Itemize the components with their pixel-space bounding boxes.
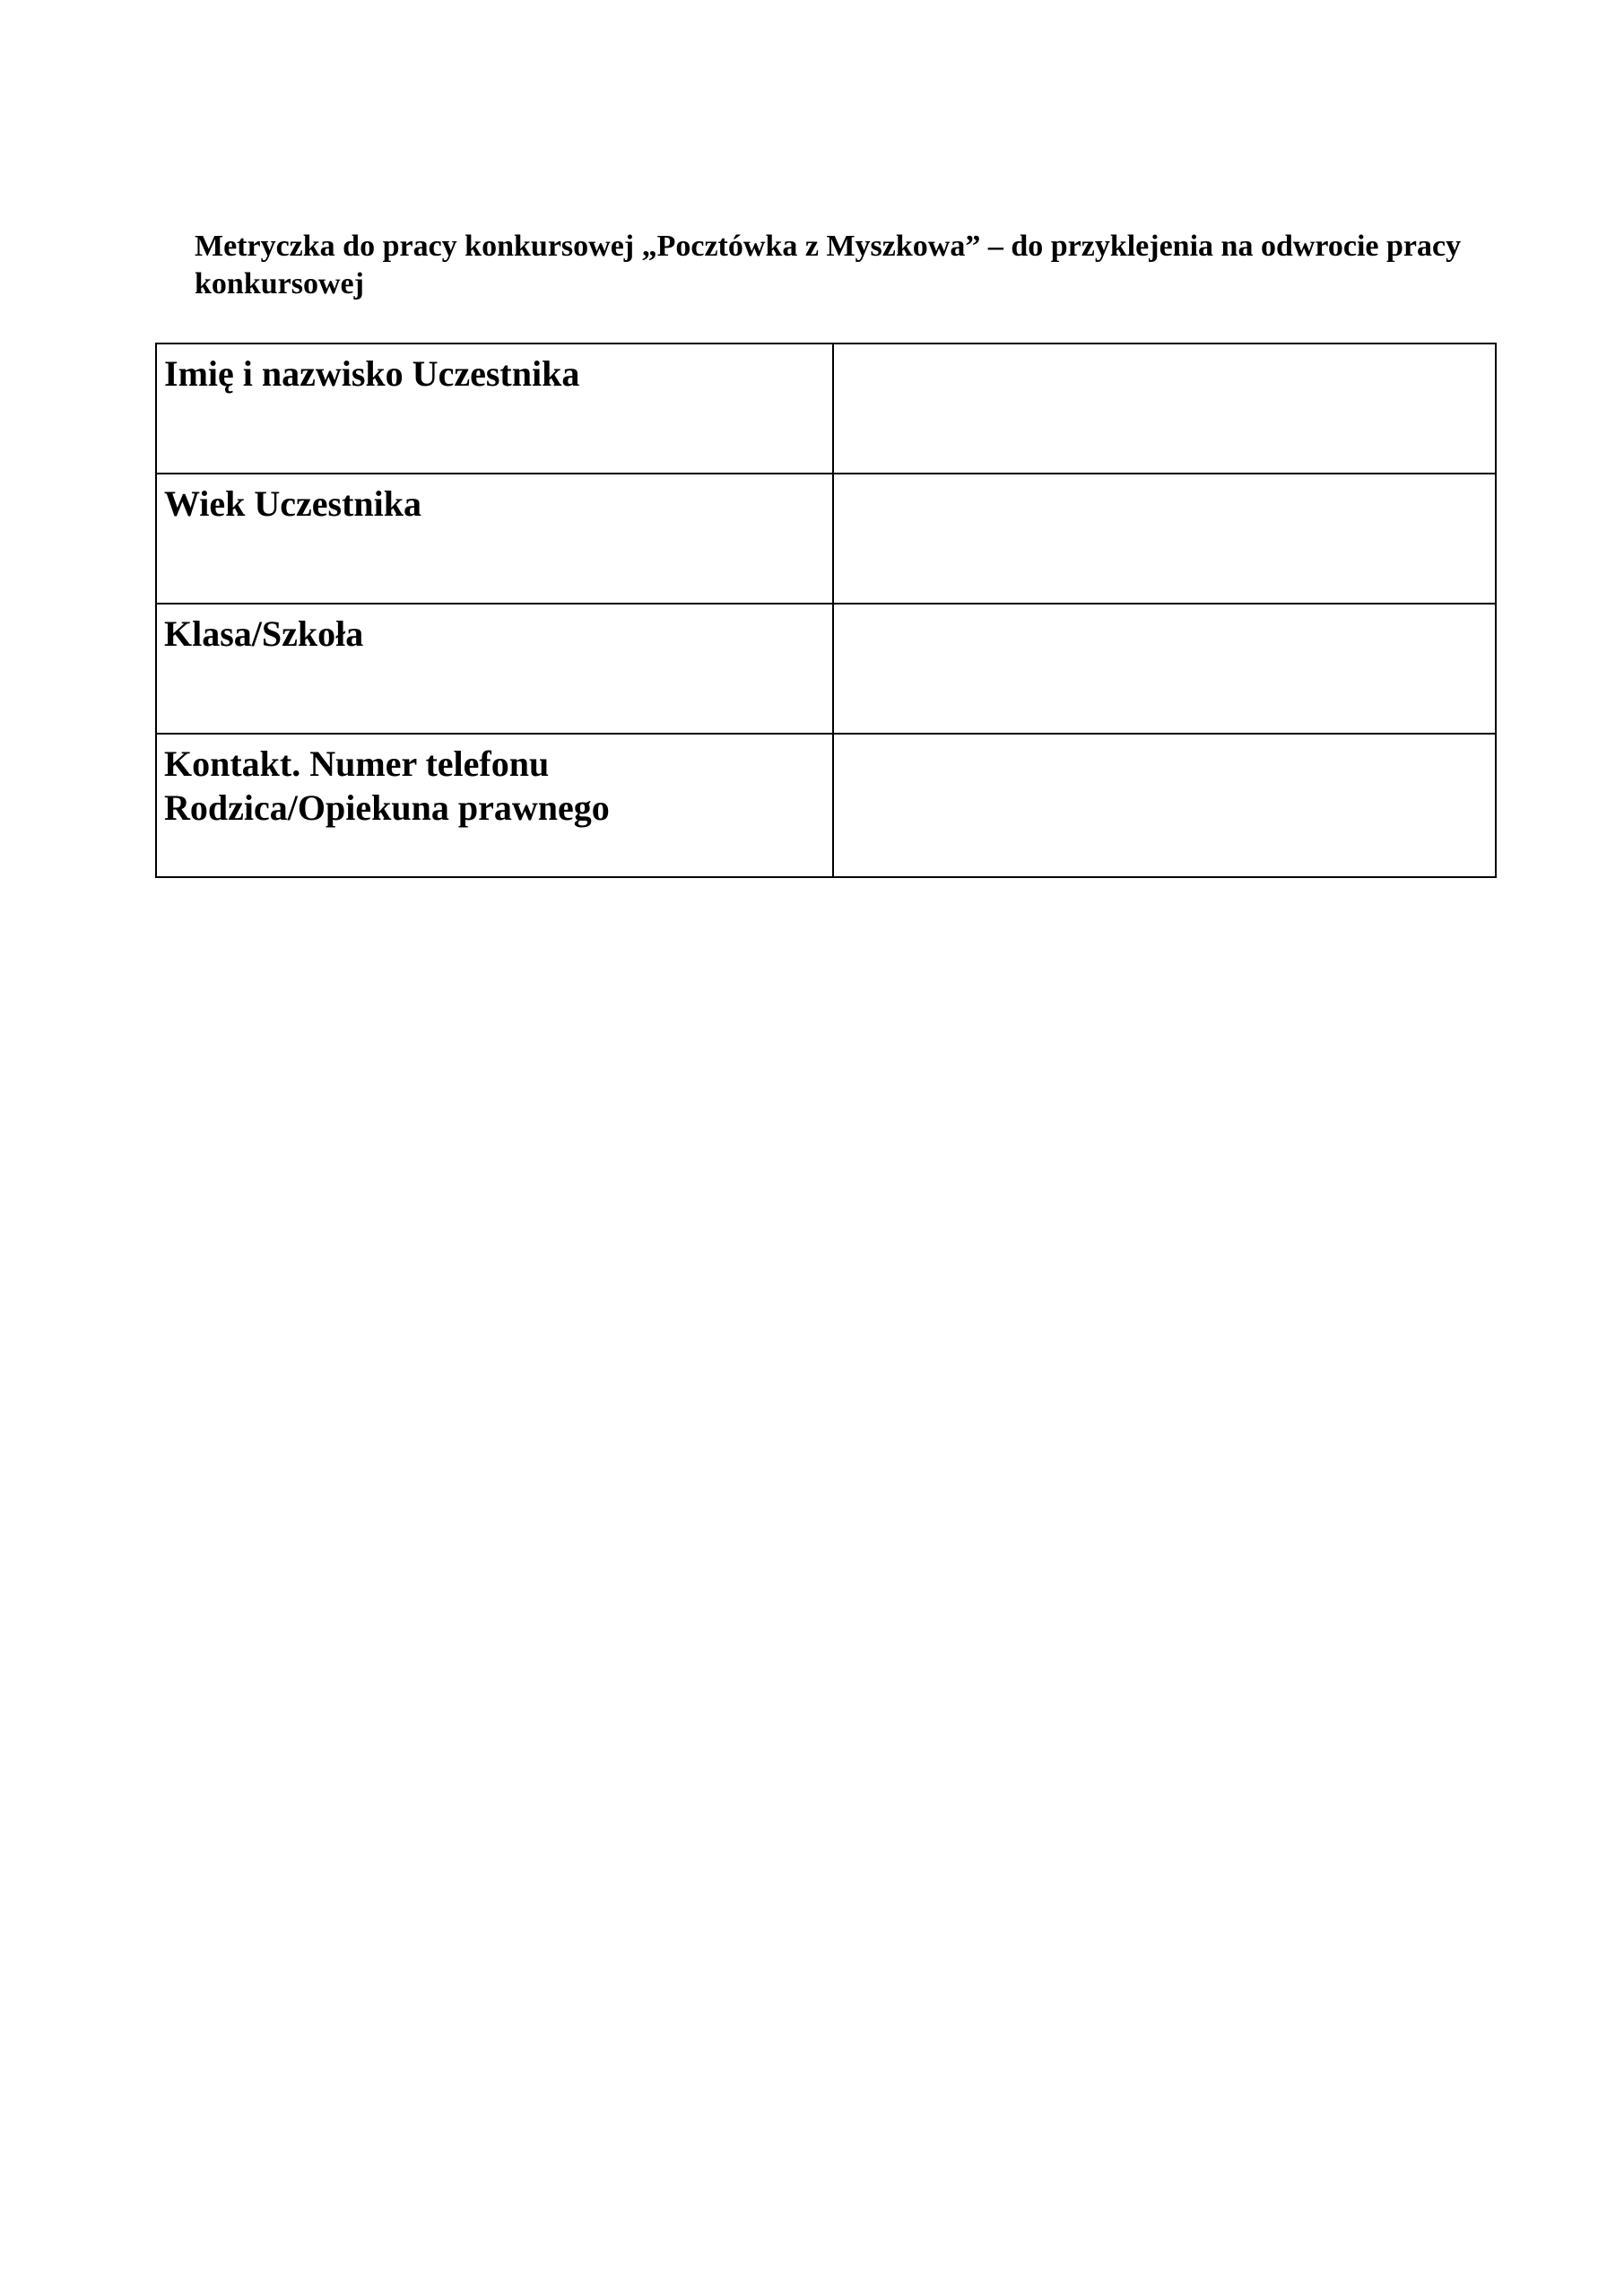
class-school-label-cell xyxy=(156,604,833,734)
table-row xyxy=(156,474,1496,604)
class-school-value-cell[interactable] xyxy=(833,604,1496,734)
participant-age-label: Wiek Uczestnika xyxy=(164,483,422,524)
document-title: Metryczka do pracy konkursowej „Pocztówka z Myszkowa” – do przyklejenia na odwrocie pracy konkursowej xyxy=(195,230,1462,300)
participant-name-label: Imię i nazwisko Uczestnika xyxy=(164,353,580,394)
entry-form-table xyxy=(155,343,1497,878)
guardian-phone-label-cell xyxy=(156,734,833,877)
participant-name-value-cell[interactable] xyxy=(833,344,1496,474)
guardian-phone-label: Kontakt. Numer telefonu Rodzica/Opiekuna prawnego xyxy=(164,744,610,828)
guardian-phone-value-cell[interactable] xyxy=(833,734,1496,877)
participant-age-value-cell[interactable] xyxy=(833,474,1496,604)
table-row xyxy=(156,734,1496,877)
table-row xyxy=(156,344,1496,474)
participant-name-label-cell xyxy=(156,344,833,474)
class-school-label: Klasa/Szkoła xyxy=(164,613,364,654)
participant-age-label-cell xyxy=(156,474,833,604)
table-row xyxy=(156,604,1496,734)
